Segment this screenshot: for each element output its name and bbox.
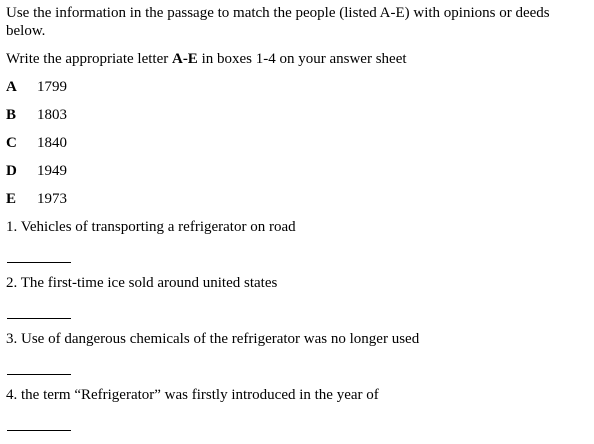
option-letter: B [6,107,17,123]
option-year: 1949 [37,163,67,179]
option-year: 1803 [37,107,67,123]
question-4: 4. the term “Refrigerator” was firstly introduced in the year of [6,387,379,403]
option-year: 1973 [37,191,67,207]
option-item-d [6,163,67,180]
question-1: 1. Vehicles of transporting a refrigerator on road [6,219,296,235]
option-letter: C [6,135,17,151]
answer-blank-2[interactable] [7,318,71,319]
instruction-prefix: Write the appropriate letter [6,51,172,67]
option-item-b [6,107,67,124]
option-letter: D [6,163,17,179]
option-year: 1840 [37,135,67,151]
option-letter: A [6,79,17,95]
option-year: 1799 [37,79,67,95]
option-item-c [6,135,67,152]
option-item-e [6,191,67,208]
instruction-line-2 [6,51,407,68]
answer-blank-4[interactable] [7,430,71,431]
instruction-paragraph: Use the information in the passage to match the people (listed A-E) with opinions or deeds below. [6,5,550,39]
answer-blank-1[interactable] [7,262,71,263]
question-3: 3. Use of dangerous chemicals of the refrigerator was no longer used [6,331,420,347]
instruction-bold-range: A-E [171,51,198,67]
question-2: 2. The first-time ice sold around united states [6,275,278,291]
instruction-suffix: in boxes 1-4 on your answer sheet [197,51,407,67]
answer-blank-3[interactable] [7,374,71,375]
option-item-a [6,79,67,96]
option-letter: E [6,191,17,207]
